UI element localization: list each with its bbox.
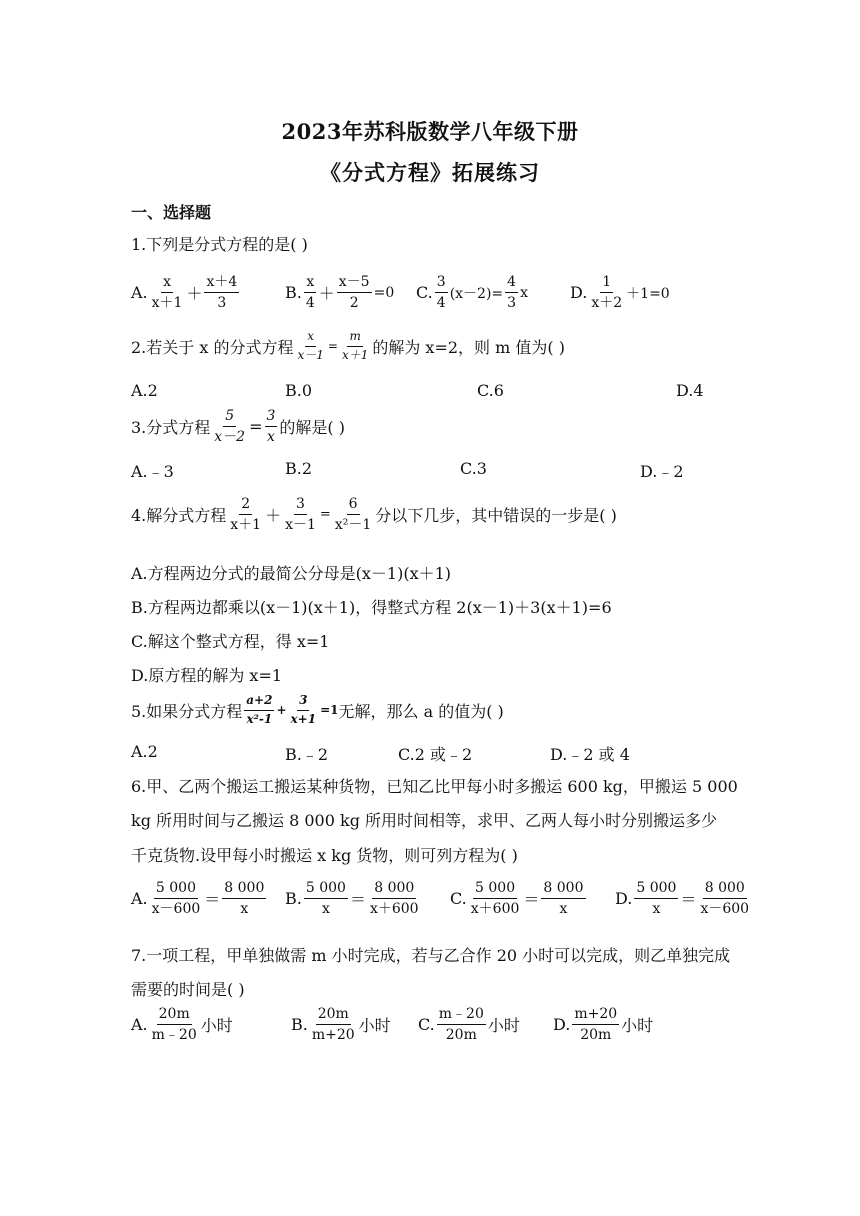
denominator: x [267, 429, 275, 446]
numerator: 3 [294, 496, 307, 515]
fraction [295, 330, 325, 363]
numerator: m [347, 330, 362, 347]
numerator: 5 000 [304, 880, 348, 899]
numerator: 20m [157, 1006, 192, 1025]
q4-option-a: A.方程两边分式的最简公分母是(x－1)(x＋1) [131, 564, 452, 583]
numerator: 8 000 [372, 880, 416, 899]
q2-option-d: D.4 [676, 381, 704, 400]
document-subtitle: 《分式方程》拓展练习 [320, 160, 540, 185]
question-4-stem [131, 496, 617, 533]
unit-label: 小时 [200, 1016, 233, 1036]
equals-sign: = [319, 507, 331, 523]
denominator: x [321, 901, 330, 918]
stem-prefix: 5.如果分式方程 [131, 701, 243, 721]
option-label: D. [570, 283, 588, 303]
equals-sign: ＝ [204, 890, 221, 910]
denominator: x＋600 [369, 901, 419, 918]
option-label: B. [291, 1015, 308, 1035]
denominator: x+1 [290, 711, 317, 726]
option-label: D. [615, 889, 633, 909]
numerator: x＋4 [204, 274, 239, 293]
q3-option-a: A.﹣3 [131, 462, 174, 481]
question-7-line-2: 需要的时间是( ) [131, 980, 245, 999]
option-label: A. [131, 283, 148, 303]
denominator: 2 [349, 295, 359, 312]
denominator: x＋600 [470, 901, 520, 918]
numerator: 2 [239, 496, 252, 515]
q4-option-c: C.解这个整式方程，得 x=1 [131, 632, 330, 651]
fraction [634, 880, 678, 917]
option-label: C. [416, 283, 433, 303]
equation-middle: (x－2)= [449, 285, 504, 302]
fraction [505, 274, 518, 311]
fraction [222, 880, 266, 917]
equation-tail: ＋1=0 [626, 285, 670, 302]
q5-option-b: B.﹣2 [285, 745, 329, 764]
operator: ＋ [265, 506, 282, 526]
equation-tail: =1 [320, 703, 339, 718]
stem-prefix: 3.分式方程 [131, 418, 211, 438]
numerator: x－5 [337, 274, 372, 293]
numerator: x [161, 274, 173, 293]
numerator: a+2 [244, 694, 274, 711]
stem-suffix: 分以下几步，其中错误的一步是( ) [375, 506, 617, 526]
denominator: m+20 [311, 1027, 355, 1044]
numerator: 5 000 [634, 880, 678, 899]
q1-option-d [570, 274, 670, 311]
option-label: C. [450, 889, 467, 909]
denominator: x＋2 [591, 295, 623, 312]
numerator: 8 000 [703, 880, 747, 899]
operator: + [276, 703, 287, 718]
denominator: m﹣20 [151, 1027, 197, 1044]
numerator: 1 [600, 274, 613, 293]
numerator: 6 [347, 496, 360, 515]
fraction [469, 880, 522, 917]
q1-option-c [416, 274, 528, 311]
question-5-stem [131, 694, 504, 727]
fraction [589, 274, 624, 311]
denominator: 4 [436, 295, 446, 312]
equals-sign: = [249, 417, 263, 437]
document-title: 2023年苏科版数学八年级下册 [281, 119, 579, 144]
numerator: 3 [265, 408, 278, 427]
fraction [437, 1006, 486, 1043]
q3-option-b: B.2 [285, 459, 313, 478]
question-2-stem [131, 330, 565, 363]
equation-tail: x [520, 284, 528, 301]
option-label: B. [285, 283, 302, 303]
denominator: 4 [305, 295, 315, 312]
equals-sign: ＝ [680, 890, 697, 910]
q7-option-a [131, 1006, 233, 1043]
equals-sign: = [327, 339, 338, 354]
q4-option-d: D.原方程的解为 x=1 [131, 666, 283, 685]
q6-option-b [285, 880, 423, 917]
q6-option-a [131, 880, 268, 917]
stem-prefix: 2.若关于 x 的分式方程 [131, 337, 294, 357]
fraction [340, 330, 370, 363]
fraction [204, 274, 239, 311]
q3-option-d: D.﹣2 [640, 462, 684, 481]
numerator: 5 000 [154, 880, 198, 899]
denominator: x－1 [297, 347, 324, 362]
numerator: x [304, 274, 316, 293]
operator: ＋ [186, 284, 203, 304]
fraction [304, 880, 348, 917]
fraction [265, 408, 278, 445]
numerator: 8 000 [222, 880, 266, 899]
operator: ＋ [318, 284, 335, 304]
fraction [150, 274, 185, 311]
denominator: x＋1 [230, 517, 262, 534]
option-label: A. [131, 1015, 148, 1035]
q1-option-a [131, 274, 241, 311]
fraction [150, 1006, 199, 1043]
question-1-stem: 1.下列是分式方程的是( ) [131, 235, 308, 254]
numerator: 5 000 [473, 880, 517, 899]
q6-option-d [615, 880, 753, 917]
q2-option-c: C.6 [477, 381, 504, 400]
question-6-line-2: kg 所用时间与乙搬运 8 000 kg 所用时间相等，求甲、乙两人每小时分别搬运多少 [131, 811, 718, 830]
denominator: x－600 [151, 901, 201, 918]
fraction [212, 408, 247, 445]
fraction [310, 1006, 357, 1043]
fraction [698, 880, 751, 917]
q5-option-c: C.2 或﹣2 [398, 745, 473, 764]
denominator: x [559, 901, 568, 918]
fraction [572, 1006, 619, 1043]
fraction [283, 496, 318, 533]
denominator: x＋1 [341, 347, 369, 362]
denominator: 20m [445, 1027, 477, 1044]
option-label: D. [553, 1015, 571, 1035]
q7-option-c [418, 1006, 520, 1043]
q5-option-a: A.2 [131, 742, 158, 761]
numerator: 3 [297, 694, 309, 711]
numerator: x [305, 330, 316, 347]
stem-suffix: 无解，那么 a 的值为( ) [338, 701, 504, 721]
unit-label: 小时 [487, 1016, 520, 1036]
stem-prefix: 4.解分式方程 [131, 506, 227, 526]
numerator: 20m [316, 1006, 351, 1025]
denominator: 3 [507, 295, 517, 312]
denominator: x＋1 [151, 295, 183, 312]
equals-sign: ＝ [523, 890, 540, 910]
q4-option-b: B.方程两边都乘以(x－1)(x＋1)，得整式方程 2(x－1)＋3(x＋1)=6 [131, 598, 612, 617]
fraction [337, 274, 372, 311]
numerator: 3 [435, 274, 448, 293]
fraction [368, 880, 421, 917]
denominator: 3 [217, 295, 227, 312]
section-heading: 一、选择题 [131, 203, 212, 222]
q2-option-b: B.0 [285, 381, 313, 400]
numerator: 4 [505, 274, 518, 293]
q7-option-d [553, 1006, 653, 1043]
question-6-line-1: 6.甲、乙两个搬运工搬运某种货物，已知乙比甲每小时多搬运 600 kg，甲搬运 5 000 [131, 777, 738, 796]
question-6-line-3: 千克货物.设甲每小时搬运 x kg 货物，则可列方程为( ) [131, 846, 518, 865]
q6-option-c [450, 880, 588, 917]
q1-option-b [285, 274, 394, 311]
question-7-line-1: 7.一项工程，甲单独做需 m 小时完成，若与乙合作 20 小时可以完成，则乙单独完成 [131, 946, 731, 965]
numerator: 5 [223, 408, 236, 427]
fraction [150, 880, 203, 917]
stem-suffix: 的解是( ) [279, 418, 345, 438]
numerator: m﹣20 [437, 1006, 486, 1025]
denominator: 20m [580, 1027, 612, 1044]
option-label: C. [418, 1015, 435, 1035]
q5-option-d: D.﹣2 或 4 [550, 745, 630, 764]
equation-tail: =0 [373, 284, 395, 301]
denominator: x－600 [700, 901, 750, 918]
fraction [244, 694, 274, 727]
denominator: x²-1 [246, 711, 273, 726]
unit-label: 小时 [621, 1016, 654, 1036]
fraction [333, 496, 373, 533]
denominator: x－2 [214, 429, 246, 446]
numerator: 8 000 [541, 880, 585, 899]
question-3-stem [131, 408, 345, 445]
option-label: B. [285, 889, 302, 909]
numerator: m+20 [572, 1006, 619, 1025]
denominator: x²－1 [334, 517, 372, 534]
fraction [228, 496, 263, 533]
denominator: x [240, 901, 249, 918]
fraction [304, 274, 317, 311]
equals-sign: ＝ [349, 890, 366, 910]
q2-option-a: A.2 [131, 381, 158, 400]
option-label: A. [131, 889, 148, 909]
q3-option-c: C.3 [460, 459, 487, 478]
fraction [289, 694, 319, 727]
fraction [541, 880, 585, 917]
stem-suffix: 的解为 x=2，则 m 值为( ) [372, 337, 565, 357]
fraction [435, 274, 448, 311]
denominator: x [652, 901, 661, 918]
denominator: x－1 [285, 517, 316, 534]
q7-option-b [291, 1006, 391, 1043]
unit-label: 小时 [358, 1016, 391, 1036]
